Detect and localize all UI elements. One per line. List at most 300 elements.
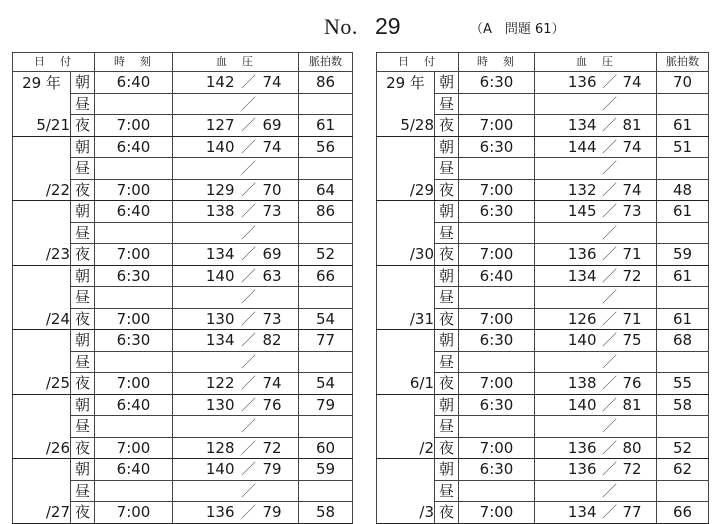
period-cell: 昼 [435, 93, 459, 115]
table-row [377, 416, 709, 438]
record-number: 29 [375, 13, 401, 39]
systolic-cell [535, 93, 597, 115]
table-row [377, 351, 709, 373]
record-number-label: No. [324, 14, 358, 39]
bp-separator: ／ [235, 244, 263, 266]
period-cell: 夜 [435, 179, 459, 201]
date-year-cell [377, 136, 435, 158]
pulse-cell: 68 [657, 330, 709, 352]
table-header-row [377, 53, 709, 72]
pulse-cell [299, 351, 353, 373]
systolic-cell: 138 [173, 201, 235, 223]
header-pulse: 脈拍数 [657, 53, 709, 72]
diastolic-cell: 77 [623, 502, 657, 524]
systolic-cell: 134 [535, 115, 597, 137]
pulse-cell: 59 [657, 244, 709, 266]
table-row [377, 459, 709, 481]
period-cell: 夜 [435, 244, 459, 266]
bp-separator: ／ [597, 136, 623, 158]
time-cell [95, 351, 173, 373]
systolic-cell: 136 [535, 72, 597, 94]
pulse-cell: 60 [299, 437, 353, 459]
time-cell [459, 222, 535, 244]
date-year-cell: 29 年 [377, 72, 435, 94]
pulse-cell [657, 287, 709, 309]
diastolic-cell [263, 93, 299, 115]
bp-separator: ／ [235, 179, 263, 201]
time-cell [95, 222, 173, 244]
table-row [13, 244, 353, 266]
date-year-cell [377, 394, 435, 416]
time-cell: 7:00 [95, 115, 173, 137]
diastolic-cell: 79 [263, 459, 299, 481]
time-cell: 6:40 [95, 201, 173, 223]
pulse-cell: 56 [299, 136, 353, 158]
bp-separator: ／ [235, 373, 263, 395]
systolic-cell: 128 [173, 437, 235, 459]
bp-separator: ／ [235, 222, 263, 244]
bp-separator: ／ [597, 480, 623, 502]
bp-separator: ／ [235, 437, 263, 459]
systolic-cell: 140 [173, 136, 235, 158]
period-cell: 朝 [435, 136, 459, 158]
systolic-cell [173, 480, 235, 502]
date-cell [13, 158, 71, 180]
diastolic-cell: 73 [263, 308, 299, 330]
pulse-cell: 86 [299, 72, 353, 94]
header-blood-pressure: 血 圧 [535, 53, 657, 72]
diastolic-cell [263, 416, 299, 438]
period-cell: 朝 [435, 201, 459, 223]
pulse-cell: 77 [299, 330, 353, 352]
bp-separator: ／ [597, 265, 623, 287]
time-cell: 6:40 [95, 394, 173, 416]
diastolic-cell: 81 [623, 394, 657, 416]
diastolic-cell: 76 [263, 394, 299, 416]
table-row [377, 373, 709, 395]
table-row [13, 265, 353, 287]
pulse-cell [657, 222, 709, 244]
systolic-cell: 140 [535, 330, 597, 352]
diastolic-cell: 72 [623, 459, 657, 481]
time-cell: 7:00 [95, 179, 173, 201]
period-cell: 昼 [435, 287, 459, 309]
pulse-cell: 66 [299, 265, 353, 287]
diastolic-cell [263, 287, 299, 309]
date-cell: /22 [13, 179, 71, 201]
diastolic-cell [623, 93, 657, 115]
systolic-cell [535, 287, 597, 309]
bp-separator: ／ [597, 222, 623, 244]
table-row [13, 72, 353, 94]
period-cell: 朝 [71, 394, 95, 416]
table-row [13, 158, 353, 180]
pulse-cell: 79 [299, 394, 353, 416]
time-cell: 7:00 [95, 502, 173, 524]
bp-separator: ／ [597, 179, 623, 201]
period-cell: 夜 [71, 437, 95, 459]
time-cell: 7:00 [95, 308, 173, 330]
bp-separator: ／ [235, 351, 263, 373]
period-cell: 昼 [71, 93, 95, 115]
table-row [377, 179, 709, 201]
date-cell [377, 93, 435, 115]
date-cell: /23 [13, 244, 71, 266]
time-cell: 7:00 [95, 244, 173, 266]
table-row [377, 244, 709, 266]
period-cell: 夜 [435, 437, 459, 459]
date-cell [13, 480, 71, 502]
date-cell: /30 [377, 244, 435, 266]
time-cell [95, 158, 173, 180]
diastolic-cell [623, 480, 657, 502]
systolic-cell [535, 480, 597, 502]
bp-separator: ／ [235, 158, 263, 180]
bp-separator: ／ [597, 394, 623, 416]
table-row [377, 136, 709, 158]
diastolic-cell [263, 158, 299, 180]
time-cell: 6:30 [95, 265, 173, 287]
pulse-cell: 51 [657, 136, 709, 158]
period-cell: 朝 [435, 265, 459, 287]
time-cell: 6:30 [459, 394, 535, 416]
diastolic-cell [263, 351, 299, 373]
time-cell: 6:40 [95, 136, 173, 158]
date-cell [13, 287, 71, 309]
bp-separator: ／ [235, 201, 263, 223]
diastolic-cell: 74 [263, 72, 299, 94]
pulse-cell [299, 222, 353, 244]
systolic-cell [173, 158, 235, 180]
time-cell [459, 158, 535, 180]
bp-separator: ／ [235, 136, 263, 158]
pulse-cell: 52 [299, 244, 353, 266]
table-row [377, 480, 709, 502]
diastolic-cell: 74 [263, 136, 299, 158]
systolic-cell [173, 222, 235, 244]
table-row [13, 93, 353, 115]
pulse-cell: 58 [299, 502, 353, 524]
period-cell: 朝 [71, 330, 95, 352]
period-cell: 夜 [435, 308, 459, 330]
table-row [377, 394, 709, 416]
date-year-cell [377, 330, 435, 352]
header-time: 時 刻 [459, 53, 535, 72]
time-cell: 6:30 [95, 330, 173, 352]
pulse-cell: 52 [657, 437, 709, 459]
systolic-cell: 130 [173, 394, 235, 416]
systolic-cell: 136 [535, 437, 597, 459]
time-cell [95, 416, 173, 438]
date-cell: 6/1 [377, 373, 435, 395]
bp-separator: ／ [235, 265, 263, 287]
date-cell: /25 [13, 373, 71, 395]
bp-separator: ／ [597, 308, 623, 330]
period-cell: 夜 [71, 244, 95, 266]
period-cell: 昼 [435, 416, 459, 438]
time-cell: 6:30 [459, 72, 535, 94]
time-cell [459, 93, 535, 115]
time-cell [95, 287, 173, 309]
date-cell [377, 351, 435, 373]
bp-separator: ／ [597, 93, 623, 115]
period-cell: 朝 [435, 459, 459, 481]
period-cell: 夜 [435, 115, 459, 137]
systolic-cell: 134 [173, 244, 235, 266]
time-cell: 7:00 [459, 437, 535, 459]
systolic-cell: 132 [535, 179, 597, 201]
period-cell: 朝 [71, 459, 95, 481]
table-row [377, 222, 709, 244]
diastolic-cell [623, 351, 657, 373]
systolic-cell: 130 [173, 308, 235, 330]
date-cell: /29 [377, 179, 435, 201]
time-cell: 6:30 [459, 201, 535, 223]
pulse-cell [299, 416, 353, 438]
table-row [377, 287, 709, 309]
period-cell: 夜 [435, 502, 459, 524]
date-cell [377, 287, 435, 309]
diastolic-cell [263, 222, 299, 244]
diastolic-cell: 71 [623, 244, 657, 266]
table-row [13, 394, 353, 416]
period-cell: 夜 [71, 179, 95, 201]
time-cell: 7:00 [459, 115, 535, 137]
blood-pressure-table-left [12, 52, 353, 524]
bp-separator: ／ [597, 330, 623, 352]
time-cell: 7:00 [459, 373, 535, 395]
pulse-cell: 62 [657, 459, 709, 481]
bp-separator: ／ [235, 308, 263, 330]
pulse-cell [657, 416, 709, 438]
date-year-cell [377, 459, 435, 481]
diastolic-cell: 71 [623, 308, 657, 330]
time-cell: 6:30 [459, 330, 535, 352]
date-cell [13, 93, 71, 115]
diastolic-cell: 72 [623, 265, 657, 287]
diastolic-cell [623, 287, 657, 309]
period-cell: 朝 [435, 72, 459, 94]
table-row [13, 115, 353, 137]
period-cell: 昼 [435, 222, 459, 244]
diastolic-cell [623, 222, 657, 244]
date-year-cell [13, 265, 71, 287]
pulse-cell: 59 [299, 459, 353, 481]
diastolic-cell: 73 [263, 201, 299, 223]
period-cell: 夜 [71, 308, 95, 330]
systolic-cell: 134 [535, 265, 597, 287]
bp-separator: ／ [597, 158, 623, 180]
diastolic-cell: 74 [623, 179, 657, 201]
table-row [377, 330, 709, 352]
diastolic-cell: 69 [263, 115, 299, 137]
diastolic-cell [623, 416, 657, 438]
time-cell [95, 480, 173, 502]
table-row [13, 351, 353, 373]
table-row [13, 308, 353, 330]
pulse-cell: 86 [299, 201, 353, 223]
systolic-cell: 140 [173, 265, 235, 287]
date-cell [377, 480, 435, 502]
pulse-cell: 48 [657, 179, 709, 201]
systolic-cell: 145 [535, 201, 597, 223]
bp-separator: ／ [597, 502, 623, 524]
bp-separator: ／ [597, 72, 623, 94]
date-cell: 5/21 [13, 115, 71, 137]
date-cell [13, 351, 71, 373]
bp-separator: ／ [235, 416, 263, 438]
header-time: 時 刻 [95, 53, 173, 72]
time-cell: 7:00 [95, 437, 173, 459]
date-cell [13, 416, 71, 438]
pulse-cell: 55 [657, 373, 709, 395]
diastolic-cell: 79 [263, 502, 299, 524]
systolic-cell: 134 [535, 502, 597, 524]
time-cell: 7:00 [459, 244, 535, 266]
pulse-cell: 66 [657, 502, 709, 524]
time-cell: 6:30 [459, 459, 535, 481]
diastolic-cell: 80 [623, 437, 657, 459]
date-cell: /27 [13, 502, 71, 524]
time-cell: 6:40 [459, 265, 535, 287]
pulse-cell [657, 351, 709, 373]
problem-reference: （A 問題 61） [470, 22, 565, 37]
time-cell: 7:00 [459, 179, 535, 201]
systolic-cell: 122 [173, 373, 235, 395]
systolic-cell: 138 [535, 373, 597, 395]
table-row [377, 201, 709, 223]
diastolic-cell: 81 [623, 115, 657, 137]
date-cell: /24 [13, 308, 71, 330]
date-year-cell [377, 265, 435, 287]
systolic-cell: 136 [173, 502, 235, 524]
table-row [377, 308, 709, 330]
diastolic-cell [623, 158, 657, 180]
date-year-cell: 29 年 [13, 72, 71, 94]
diastolic-cell: 74 [263, 373, 299, 395]
period-cell: 昼 [435, 480, 459, 502]
diastolic-cell: 63 [263, 265, 299, 287]
pulse-cell [657, 93, 709, 115]
period-cell: 昼 [71, 158, 95, 180]
bp-separator: ／ [597, 373, 623, 395]
date-cell [377, 158, 435, 180]
diastolic-cell [263, 480, 299, 502]
table-row [13, 373, 353, 395]
table-row [13, 459, 353, 481]
systolic-cell [535, 351, 597, 373]
table-row [13, 480, 353, 502]
systolic-cell [535, 416, 597, 438]
diastolic-cell: 70 [263, 179, 299, 201]
date-cell: /26 [13, 437, 71, 459]
diastolic-cell: 69 [263, 244, 299, 266]
period-cell: 朝 [71, 136, 95, 158]
table-row [13, 330, 353, 352]
bp-separator: ／ [235, 287, 263, 309]
table-row [377, 502, 709, 524]
diastolic-cell: 73 [623, 201, 657, 223]
systolic-cell: 142 [173, 72, 235, 94]
date-cell: 5/28 [377, 115, 435, 137]
header-date: 日 付 [377, 53, 459, 72]
pulse-cell [657, 158, 709, 180]
date-cell: /2 [377, 437, 435, 459]
pulse-cell: 58 [657, 394, 709, 416]
table-row [13, 437, 353, 459]
pulse-cell: 64 [299, 179, 353, 201]
time-cell: 6:30 [459, 136, 535, 158]
date-cell [13, 222, 71, 244]
pulse-cell: 61 [657, 201, 709, 223]
period-cell: 朝 [435, 394, 459, 416]
systolic-cell: 136 [535, 244, 597, 266]
diastolic-cell: 74 [623, 72, 657, 94]
header-pulse: 脈拍数 [299, 53, 353, 72]
period-cell: 昼 [435, 158, 459, 180]
table-row [377, 93, 709, 115]
bp-separator: ／ [597, 201, 623, 223]
pulse-cell: 61 [657, 265, 709, 287]
pulse-cell: 61 [657, 115, 709, 137]
systolic-cell [173, 416, 235, 438]
time-cell [459, 287, 535, 309]
table-row [13, 502, 353, 524]
time-cell: 7:00 [95, 373, 173, 395]
pulse-cell: 61 [299, 115, 353, 137]
systolic-cell: 127 [173, 115, 235, 137]
pulse-cell [299, 287, 353, 309]
diastolic-cell: 76 [623, 373, 657, 395]
table-row [377, 158, 709, 180]
bp-separator: ／ [597, 351, 623, 373]
table-row [13, 136, 353, 158]
bp-separator: ／ [597, 437, 623, 459]
diastolic-cell: 75 [623, 330, 657, 352]
systolic-cell: 129 [173, 179, 235, 201]
period-cell: 昼 [71, 351, 95, 373]
period-cell: 朝 [71, 201, 95, 223]
table-row [13, 416, 353, 438]
blood-pressure-table-right [376, 52, 709, 524]
period-cell: 夜 [71, 502, 95, 524]
pulse-cell: 61 [657, 308, 709, 330]
bp-separator: ／ [235, 115, 263, 137]
bp-separator: ／ [235, 93, 263, 115]
pulse-cell: 54 [299, 308, 353, 330]
time-cell [95, 93, 173, 115]
pulse-cell [299, 480, 353, 502]
table-row [13, 179, 353, 201]
time-cell [459, 416, 535, 438]
period-cell: 朝 [71, 265, 95, 287]
bp-separator: ／ [597, 287, 623, 309]
period-cell: 昼 [71, 480, 95, 502]
pulse-cell: 54 [299, 373, 353, 395]
bp-separator: ／ [235, 480, 263, 502]
header-date: 日 付 [13, 53, 95, 72]
systolic-cell: 136 [535, 459, 597, 481]
table-row [13, 222, 353, 244]
period-cell: 夜 [71, 373, 95, 395]
bp-separator: ／ [235, 459, 263, 481]
systolic-cell: 126 [535, 308, 597, 330]
systolic-cell: 140 [535, 394, 597, 416]
bp-separator: ／ [597, 416, 623, 438]
bp-separator: ／ [235, 502, 263, 524]
table-row [377, 72, 709, 94]
header-blood-pressure: 血 圧 [173, 53, 299, 72]
